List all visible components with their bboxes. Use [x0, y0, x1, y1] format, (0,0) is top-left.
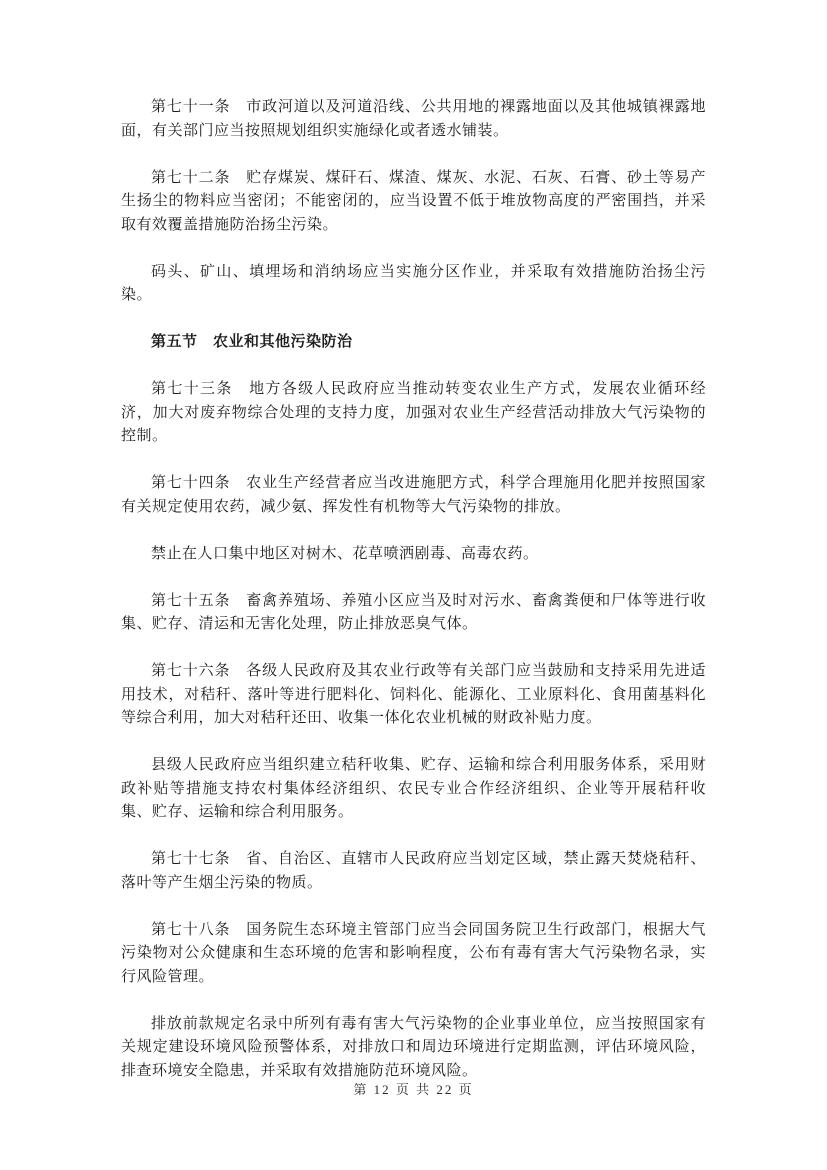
paragraph: 第七十五条 畜禽养殖场、养殖小区应当及时对污水、畜禽粪便和尸体等进行收集、贮存、清运和无害化处理，防止排放恶臭气体。	[121, 592, 706, 632]
paragraph: 第七十六条 各级人民政府及其农业行政等有关部门应当鼓励和支持采用先进适用技术，对秸秆、落叶等进行肥料化、饲料化、能源化、工业原料化、食用菌基料化等综合利用，加大对秸秆还田、收集一体化农业机械的财政补贴力度。	[121, 663, 706, 726]
paragraph: 第七十八条 国务院生态环境主管部门应当会同国务院卫生行政部门，根据大气污染物对公众健康和生态环境的危害和影响程度，公布有毒有害大气污染物名录，实行风险管理。	[121, 921, 706, 985]
paragraph: 第七十四条 农业生产经营者应当改进施肥方式，科学合理施用化肥并按照国家有关规定使用农药，减少氨、挥发性有机物等大气污染物的排放。	[121, 475, 706, 515]
paragraph: 第七十七条 省、自治区、直辖市人民政府应当划定区域，禁止露天焚烧秸秆、落叶等产生烟尘污染的物质。	[121, 851, 706, 891]
document-body	[121, 96, 706, 1107]
paragraph: 码头、矿山、填埋场和消纳场应当实施分区作业，并采取有效措施防治扬尘污染。	[121, 263, 706, 303]
paragraph: 第七十三条 地方各级人民政府应当推动转变农业生产方式，发展农业循环经济，加大对废弃物综合处理的支持力度，加强对农业生产经营活动排放大气污染物的控制。	[121, 381, 706, 444]
paragraph: 第七十二条 贮存煤炭、煤矸石、煤渣、煤灰、水泥、石灰、石膏、砂土等易产生扬尘的物料应当密闭；不能密闭的，应当设置不低于堆放物高度的严密围挡，并采取有效覆盖措施防治扬尘污染。	[121, 169, 706, 233]
section-heading: 第五节 农业和其他污染防治	[151, 334, 353, 350]
paragraph: 排放前款规定名录中所列有毒有害大气污染物的企业事业单位，应当按照国家有关规定建设环境风险预警体系，对排放口和周边环境进行定期监测，评估环境风险，排查环境安全隐患，并采取有效措施防范环境风险。	[121, 1015, 706, 1079]
paragraph: 县级人民政府应当组织建立秸秆收集、贮存、运输和综合利用服务体系，采用财政补贴等措施支持农村集体经济组织、农民专业合作经济组织、企业等开展秸秆收集、贮存、运输和综合利用服务。	[121, 757, 706, 820]
paragraph: 第七十一条 市政河道以及河道沿线、公共用地的裸露地面以及其他城镇裸露地面，有关部门应当按照规划组织实施绿化或者透水铺装。	[121, 99, 706, 139]
page-footer: 第 12 页 共 22 页	[353, 1082, 474, 1097]
paragraph: 禁止在人口集中地区对树木、花草喷洒剧毒、高毒农药。	[151, 545, 539, 562]
